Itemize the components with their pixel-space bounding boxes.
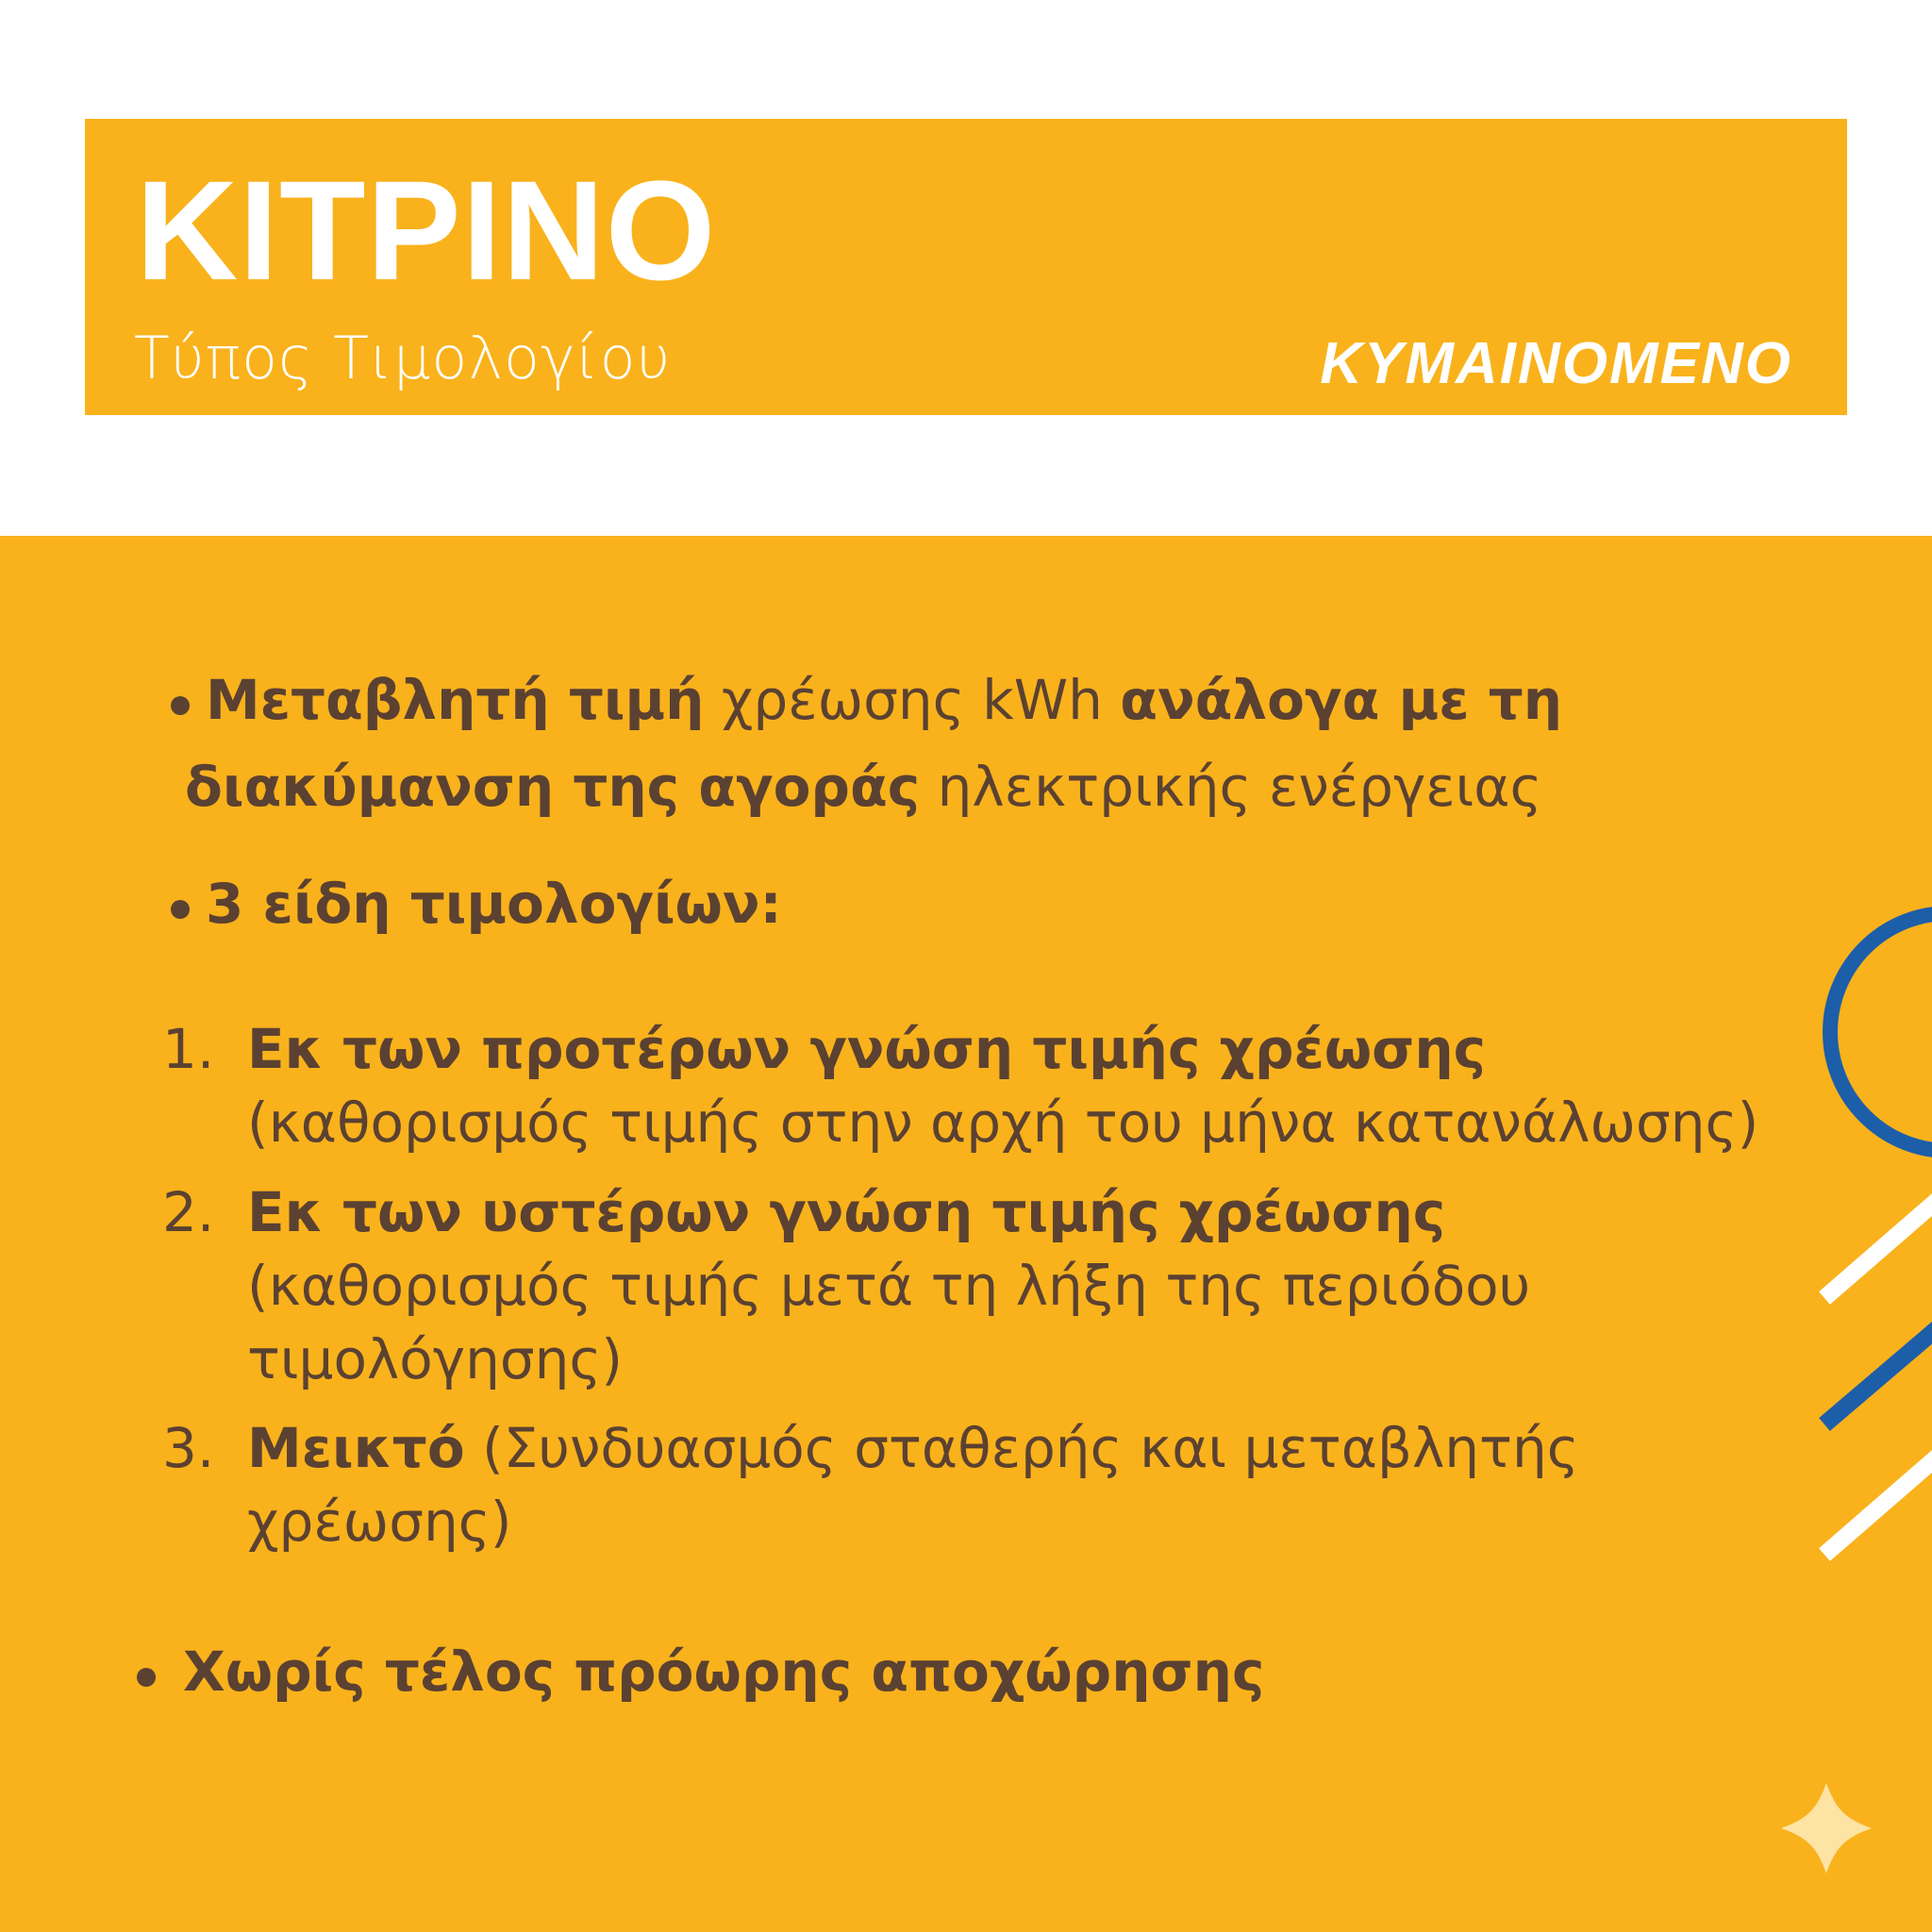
list-item-3-rest: (Συνδυασμός σταθερής και μεταβλητής <box>464 1416 1579 1480</box>
diagonal-stripes-decoration <box>1824 1187 1932 1555</box>
stripe-blue <box>1824 1315 1932 1424</box>
list-item-number-2: 2. <box>162 1180 215 1244</box>
list-item-3-detail: χρέωσης) <box>247 1490 512 1554</box>
bullet-1-line-2-bold: διακύμανση της αγοράς <box>185 755 921 819</box>
bullet-2-text: 3 είδη τιμολογίων: <box>206 872 782 936</box>
list-item-2-detail-1: (καθορισμός τιμής μετά τη λήξη της περιόδου <box>247 1254 1531 1318</box>
bullet-1-bold-a: Μεταβλητή τιμή <box>206 668 705 732</box>
list-item-1-detail: (καθορισμός τιμής στην αρχή του μήνα κατανάλωσης) <box>247 1091 1759 1155</box>
page-subtitle: Τύπος Τιμολογίου <box>134 324 672 392</box>
bullet-3-text: Χωρίς τέλος πρόωρης αποχώρησης <box>183 1640 1265 1704</box>
stripe-white-1 <box>1824 1187 1932 1298</box>
stripe-white-2 <box>1824 1443 1932 1555</box>
ring-decoration <box>1830 913 1932 1151</box>
list-item-1-bold: Εκ των προτέρων γνώση τιμής χρέωσης <box>247 1017 1487 1081</box>
sparkle-icon <box>1781 1783 1872 1874</box>
content-panel <box>0 536 1932 1932</box>
bullet-1-line-2-normal: ηλεκτρικής ενέργειας <box>920 755 1542 819</box>
list-item-number-1: 1. <box>162 1017 215 1081</box>
header-banner <box>85 119 1847 415</box>
decorations <box>0 536 1932 1932</box>
bullet-1-normal: χρέωσης kWh <box>704 668 1121 732</box>
page-title: ΚΙΤΡΙΝΟ <box>136 151 717 309</box>
tariff-type-label: ΚΥΜΑΙΝΟΜΕΝΟ <box>1320 331 1792 396</box>
list-item-2-bold: Εκ των υστέρων γνώση τιμής χρέωσης <box>247 1180 1446 1244</box>
list-item-3-bold: Μεικτό <box>247 1416 465 1480</box>
list-item-number-3: 3. <box>162 1416 215 1480</box>
bullet-1-bold-b: ανάλογα με τη <box>1120 668 1563 732</box>
list-item-2-detail-2: τιμολόγησης) <box>247 1327 624 1391</box>
